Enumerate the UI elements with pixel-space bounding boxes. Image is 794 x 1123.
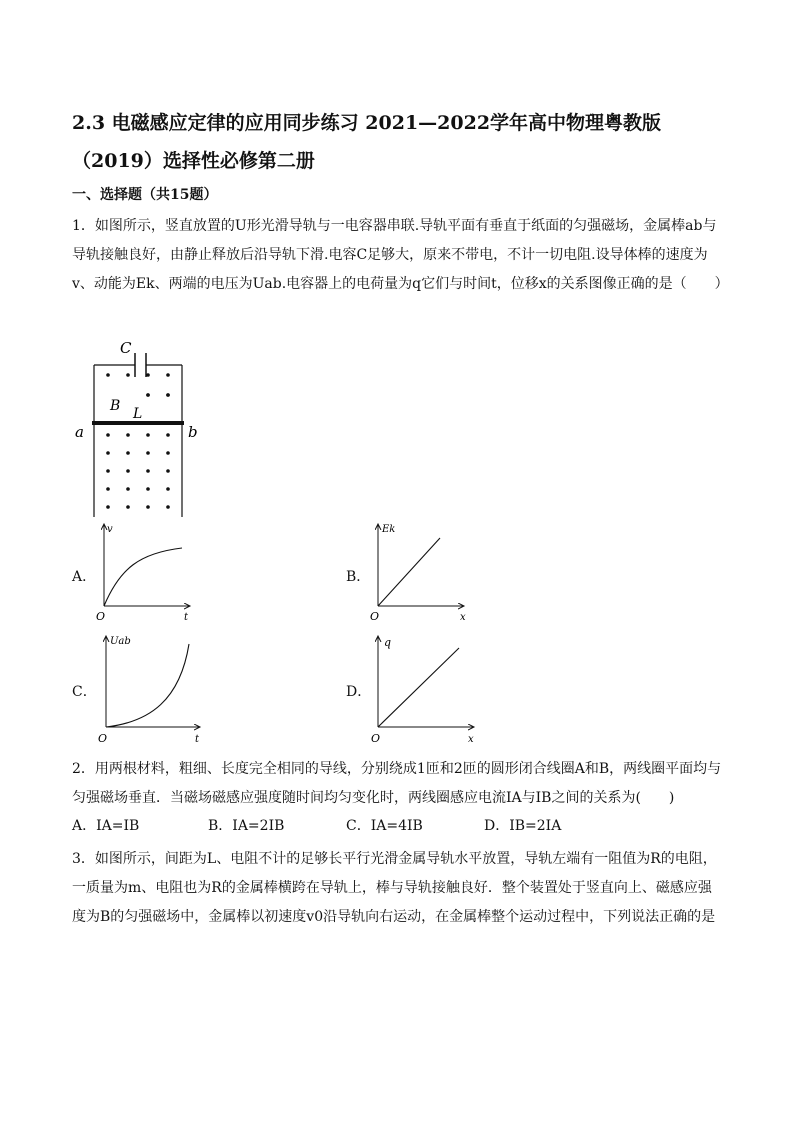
origin-label: O (370, 610, 380, 623)
field-dot (166, 373, 170, 377)
curve-v-t (104, 548, 182, 606)
question-3-text: 3．如图所示，间距为L、电阻不计的足够长平行光滑金属导轨水平放置，导轨左端有一阻值为R的电阻，一质量为m、电阻也为R的金属棒横跨在导轨上，棒与导轨接触良好．整个装置处于竖直向上、磁感应强度为B的匀强磁场中，金属棒以初速度v0沿导轨向右运动，在金属棒整个运动过程中，下列说法正确的是 (72, 851, 717, 925)
field-dot (126, 469, 130, 473)
field-dot (166, 393, 170, 397)
field-dot (166, 451, 170, 455)
field-dot (146, 487, 150, 491)
field-dot (126, 487, 130, 491)
axis-x-label: t (184, 612, 189, 623)
option-d-label: D． (346, 684, 372, 700)
origin-label: O (371, 732, 381, 745)
field-dot (166, 469, 170, 473)
field-dot (106, 469, 110, 473)
field-dot (106, 433, 110, 437)
option-c-graph (90, 630, 210, 748)
choice-d: D．IB=2IA (484, 818, 562, 834)
axis-x-label: x (460, 612, 466, 623)
field-dot (126, 373, 130, 377)
field-dot (106, 373, 110, 377)
question-2-choices (72, 815, 722, 839)
field-dot (146, 393, 150, 397)
choice-c: C．IA=4IB (346, 818, 423, 834)
field-dot (146, 469, 150, 473)
label-b-field: B (110, 398, 121, 414)
choice-a: A．IA=IB (72, 818, 140, 834)
curve-uab-t (106, 644, 189, 727)
option-a-label: A． (72, 569, 97, 585)
label-c: C (120, 339, 132, 357)
field-dot (166, 505, 170, 509)
field-dot (146, 451, 150, 455)
field-dot (106, 487, 110, 491)
label-b: b (188, 423, 198, 441)
option-d-graph (364, 630, 484, 748)
axis-x-label: x (468, 734, 474, 745)
axis-y-label: q (384, 636, 392, 649)
question-2-text: 2．用两根材料，粗细、长度完全相同的导线，分别绕成1匝和2匝的圆形闭合线圈A和B，两线圈平面均与匀强磁场垂直．当磁场磁感应强度随时间均匀变化时，两线圈感应电流IA与IB之间的关系为( ) (72, 761, 722, 806)
title-line-2: （2019）选择性必修第二册 (72, 150, 315, 172)
field-dot (166, 433, 170, 437)
field-dot (126, 505, 130, 509)
label-a: a (75, 423, 84, 441)
axis-y-label: v (107, 524, 113, 535)
field-dot (146, 433, 150, 437)
option-a-graph (90, 518, 200, 628)
title-line-1: 2.3 电磁感应定律的应用同步练习 2021—2022学年高中物理粤教版 (72, 112, 662, 134)
page-title (72, 104, 732, 180)
option-b-graph (364, 518, 474, 628)
choice-b: B．IA=2IB (208, 818, 285, 834)
line-ek-x (378, 538, 440, 606)
axis-y-label: Ek (382, 524, 396, 535)
magnetic-field-dots (106, 373, 170, 509)
axis-y-label: Uab (110, 636, 131, 647)
origin-label: O (98, 732, 108, 745)
field-dot (126, 433, 130, 437)
question-1-text: 1．如图所示，竖直放置的U形光滑导轨与一电容器串联.导轨平面有垂直于纸面的匀强磁场，金属棒ab与导轨接触良好，由静止释放后沿导轨下滑.电容C足够大，原来不带电，不计一切电阻.设导体棒的速度为v、动能为Ek、两端的电压为Uab.电容器上的电荷量为q它们与时间t，位移x的关系图像正确的是（ ） (72, 218, 729, 292)
field-dot (106, 451, 110, 455)
field-dot (146, 505, 150, 509)
field-dot (126, 451, 130, 455)
option-b-label: B． (346, 569, 371, 585)
section-heading: 一、选择题（共15题） (72, 187, 218, 203)
origin-label: O (96, 610, 106, 623)
field-dot (166, 487, 170, 491)
field-dot (146, 373, 150, 377)
q1-circuit-figure (70, 335, 210, 520)
axis-x-label: t (195, 734, 200, 745)
option-c-label: C． (72, 684, 97, 700)
label-l: L (133, 406, 143, 422)
field-dot (106, 505, 110, 509)
line-q-x (378, 648, 459, 727)
